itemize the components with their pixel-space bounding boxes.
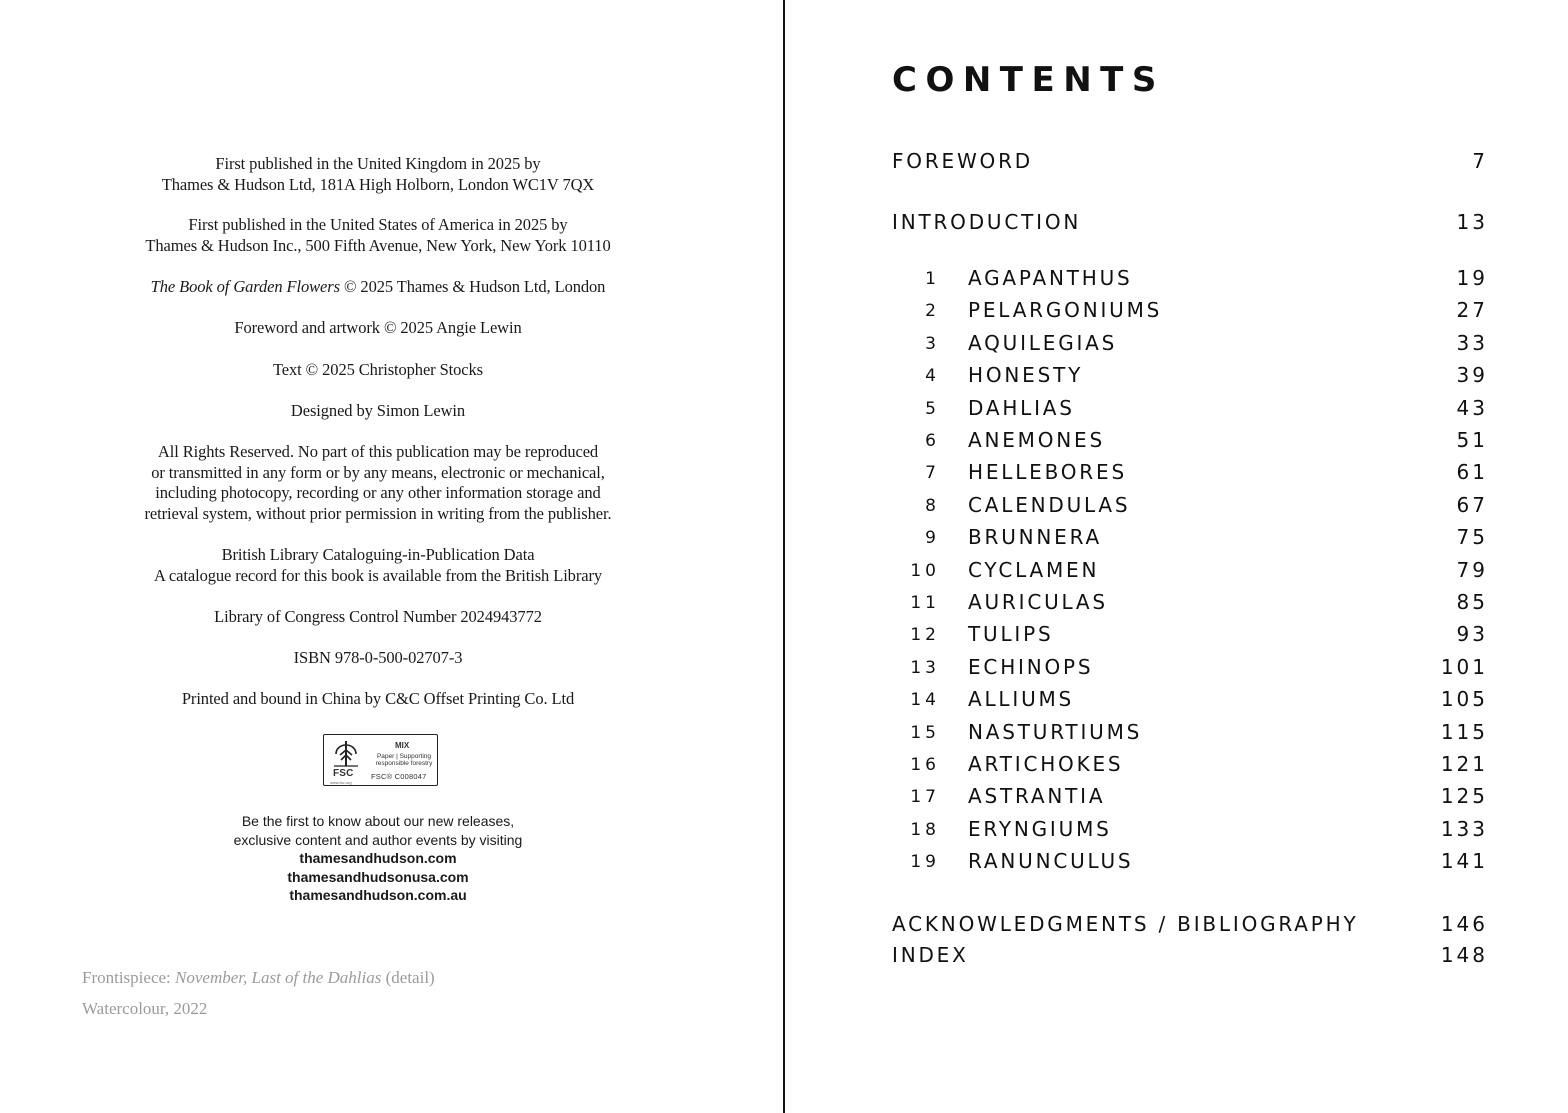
toc-page-number: 105 <box>1440 687 1488 712</box>
toc-page-number: 133 <box>1440 816 1488 841</box>
chapter-title: ECHINOPS <box>968 654 1094 679</box>
web-promo <box>160 812 596 905</box>
frontispiece-medium: Watercolour, 2022 <box>82 999 208 1018</box>
toc-chapter-row[interactable] <box>785 331 1568 363</box>
fsc-mix-label: MIX <box>395 741 410 750</box>
chapter-title: CYCLAMEN <box>968 557 1100 582</box>
imprint-line: Text © 2025 Christopher Stocks <box>272 360 484 379</box>
toc-chapter-row[interactable] <box>785 396 1568 428</box>
chapter-number: 9 <box>925 528 940 549</box>
chapter-number: 17 <box>910 787 940 808</box>
imprint-paragraph <box>100 154 656 195</box>
chapter-title: NASTURTIUMS <box>968 719 1143 744</box>
toc-entry-introduction[interactable] <box>785 210 1568 242</box>
imprint-paragraph <box>100 401 656 422</box>
toc-chapter-row[interactable] <box>785 298 1568 330</box>
imprint-line <box>100 277 656 298</box>
toc-page-number: 141 <box>1440 849 1488 874</box>
chapter-number: 12 <box>910 625 940 646</box>
imprint-line: Designed by Simon Lewin <box>290 401 466 420</box>
imprint-paragraph <box>100 545 656 586</box>
toc-label: INTRODUCTION <box>892 210 1082 234</box>
chapter-title: DAHLIAS <box>968 395 1075 420</box>
toc-chapter-row[interactable] <box>785 752 1568 784</box>
toc-chapter-row[interactable] <box>785 460 1568 492</box>
fsc-tree-icon <box>330 739 362 769</box>
imprint-line: Library of Congress Control Number 2024943772 <box>214 607 542 626</box>
chapter-title: ERYNGIUMS <box>968 816 1112 841</box>
chapter-number: 13 <box>910 657 940 678</box>
toc-page-number: 146 <box>1440 912 1488 936</box>
toc-chapter-row[interactable] <box>785 428 1568 460</box>
toc-chapter-row[interactable] <box>785 849 1568 881</box>
imprint-paragraph <box>100 318 656 339</box>
imprint-paragraph <box>100 442 656 524</box>
chapter-title: AQUILEGIAS <box>968 330 1118 355</box>
fsc-paper-text <box>372 753 436 767</box>
imprint-line: Foreword and artwork © 2025 Angie Lewin <box>234 318 522 337</box>
page-title: CONTENTS <box>892 60 1165 100</box>
toc-page-number: 85 <box>1456 590 1488 614</box>
imprint-line: All Rights Reserved. No part of this publication may be reproduced <box>157 442 599 461</box>
imprint-line: First published in the United States of America in 2025 by <box>188 215 568 234</box>
chapter-number: 14 <box>910 690 940 711</box>
chapter-number: 3 <box>925 333 940 354</box>
chapter-title: ALLIUMS <box>968 687 1075 712</box>
fsc-website: www.fsc.org <box>330 780 352 785</box>
toc-label: INDEX <box>892 943 969 967</box>
imprint-line: A catalogue record for this book is available from the British Library <box>154 565 602 585</box>
chapter-title: ASTRANTIA <box>968 784 1106 809</box>
imprint-line: including photocopy, recording or any other information storage and <box>155 483 601 502</box>
imprint-line: or transmitted in any form or by any means, electronic or mechanical, <box>151 462 605 482</box>
book-title: The Book of Garden Flowers <box>150 277 340 296</box>
toc-chapter-row[interactable] <box>785 622 1568 654</box>
toc-page-number: 115 <box>1440 719 1488 744</box>
toc-page-number: 61 <box>1456 460 1488 485</box>
chapter-number: 6 <box>925 431 940 451</box>
imprint-line: Printed and bound in China by C&C Offset Printing Co. Ltd <box>181 689 575 708</box>
chapter-number: 8 <box>925 495 940 516</box>
chapter-number: 10 <box>910 560 940 581</box>
copyright-page <box>0 0 783 1113</box>
toc-page-number: 51 <box>1456 428 1488 452</box>
chapter-number: 15 <box>910 722 940 743</box>
chapter-title: ANEMONES <box>968 428 1105 452</box>
website-link[interactable]: thamesandhudsonusa.com <box>287 868 469 885</box>
copyright-notice: © 2025 Thames & Hudson Ltd, London <box>339 277 606 296</box>
toc-page-number: 39 <box>1456 363 1488 388</box>
chapter-number: 16 <box>910 755 940 775</box>
toc-page-number: 19 <box>1456 266 1488 290</box>
web-promo-line: exclusive content and author events by visiting <box>233 831 523 848</box>
imprint-paragraph <box>100 215 656 256</box>
imprint-paragraph <box>100 360 656 381</box>
toc-page-number: 148 <box>1440 943 1488 967</box>
website-link[interactable]: thamesandhudson.com.au <box>289 887 467 903</box>
caption-suffix: (detail) <box>381 968 435 987</box>
toc-chapter-row[interactable] <box>785 590 1568 622</box>
toc-chapter-row[interactable] <box>785 558 1568 590</box>
fsc-logo <box>323 734 438 786</box>
toc-chapter-row[interactable] <box>785 363 1568 395</box>
toc-chapter-row[interactable] <box>785 655 1568 687</box>
imprint-line: retrieval system, without prior permission in writing from the publisher. <box>144 503 612 523</box>
imprint-paragraph <box>100 648 656 669</box>
toc-page-number: 27 <box>1456 298 1488 323</box>
toc-page-number: 79 <box>1456 557 1488 582</box>
toc-page-number: 67 <box>1456 492 1488 517</box>
chapter-title: BRUNNERA <box>968 525 1102 550</box>
chapter-number: 1 <box>925 269 940 289</box>
imprint-line: First published in the United Kingdom in 2025 by <box>215 154 541 173</box>
artwork-title: November, Last of the Dahlias <box>175 968 382 987</box>
chapter-title: HELLEBORES <box>968 460 1127 485</box>
toc-page-number: 13 <box>1456 210 1488 234</box>
chapter-title: ARTICHOKES <box>968 752 1124 776</box>
toc-page-number: 7 <box>1472 149 1488 173</box>
fsc-brand: FSC <box>333 768 354 779</box>
imprint-paragraph <box>100 689 656 710</box>
imprint-paragraph <box>100 277 656 298</box>
chapter-number: 5 <box>925 398 940 419</box>
toc-page-number: 101 <box>1440 654 1488 679</box>
toc-chapter-row[interactable] <box>785 525 1568 557</box>
chapter-number: 4 <box>925 366 940 387</box>
toc-page-number: 33 <box>1456 330 1488 355</box>
chapter-title: AGAPANTHUS <box>968 266 1133 290</box>
chapter-title: HONESTY <box>968 363 1084 388</box>
chapter-number: 2 <box>925 301 940 322</box>
chapter-title: CALENDULAS <box>968 492 1131 517</box>
toc-page-number: 125 <box>1440 784 1488 809</box>
toc-chapter-row[interactable] <box>785 817 1568 849</box>
chapter-number: 7 <box>925 463 940 484</box>
chapter-title: PELARGONIUMS <box>968 298 1163 323</box>
toc-page-number: 93 <box>1456 622 1488 647</box>
toc-chapter-row[interactable] <box>785 784 1568 816</box>
toc-chapter-row[interactable] <box>785 493 1568 525</box>
toc-page-number: 121 <box>1440 752 1488 776</box>
chapter-number: 11 <box>910 593 940 613</box>
toc-chapter-row[interactable] <box>785 720 1568 752</box>
toc-page-number: 43 <box>1456 395 1488 420</box>
fsc-paper-line: responsible forestry <box>375 760 433 767</box>
imprint-line: Thames & Hudson Inc., 500 Fifth Avenue, New York, New York 10110 <box>145 235 611 255</box>
toc-back-matter-entry[interactable] <box>785 912 1568 944</box>
frontispiece-caption <box>82 968 435 988</box>
toc-chapter-row[interactable] <box>785 266 1568 298</box>
chapter-title: TULIPS <box>968 622 1054 647</box>
toc-chapter-row[interactable] <box>785 687 1568 719</box>
toc-label: ACKNOWLEDGMENTS / BIBLIOGRAPHY <box>892 912 1359 936</box>
imprint-line: ISBN 978-0-500-02707-3 <box>293 648 463 667</box>
contents-page <box>785 0 1568 1113</box>
chapter-title: AURICULAS <box>968 590 1108 614</box>
imprint-line: British Library Cataloguing-in-Publication Data <box>221 545 535 564</box>
website-link[interactable]: thamesandhudson.com <box>299 850 457 866</box>
imprint-line: Thames & Hudson Ltd, 181A High Holborn, London WC1V 7QX <box>161 174 595 194</box>
web-promo-line: Be the first to know about our new releases, <box>241 813 515 829</box>
toc-page-number: 75 <box>1456 525 1488 550</box>
imprint-paragraph <box>100 607 656 628</box>
fsc-license-code: FSC® C008047 <box>371 772 427 781</box>
chapter-title: RANUNCULUS <box>968 849 1134 874</box>
toc-label: FOREWORD <box>892 149 1033 173</box>
fsc-paper-line: Paper | Supporting <box>376 753 432 760</box>
chapter-number: 19 <box>910 852 940 873</box>
toc-back-matter-entry[interactable] <box>785 943 1568 975</box>
toc-entry-foreword[interactable] <box>785 149 1568 181</box>
chapter-number: 18 <box>910 819 940 840</box>
caption-prefix: Frontispiece: <box>82 968 176 987</box>
